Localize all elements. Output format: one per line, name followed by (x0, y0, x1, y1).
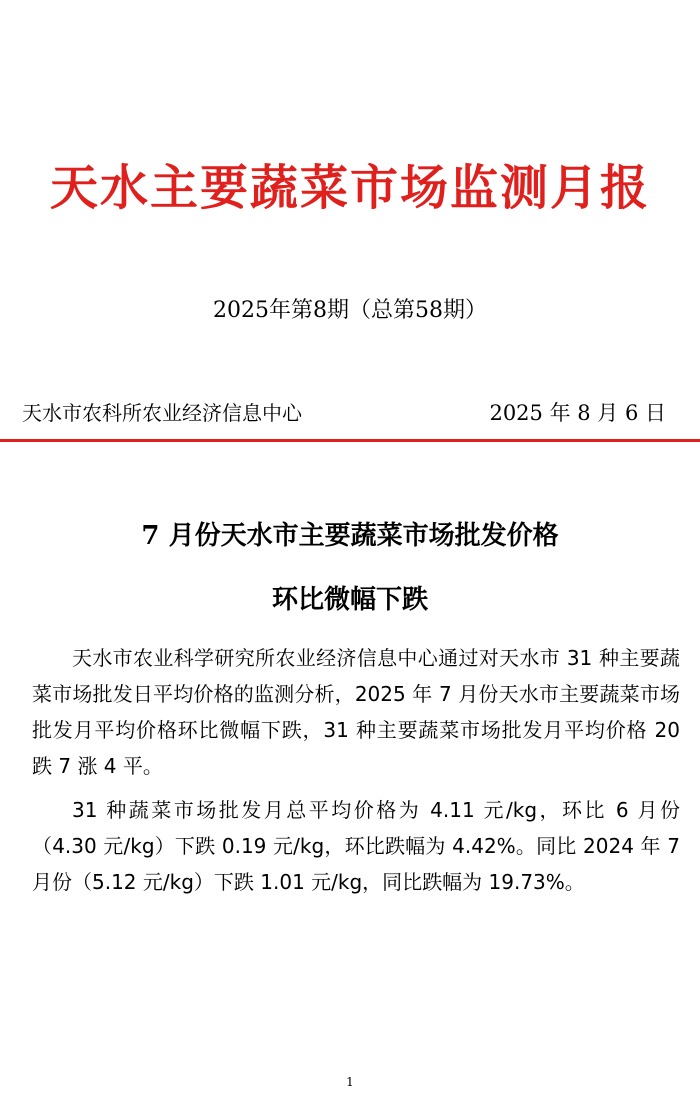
article-title (0, 504, 700, 632)
body-paragraph-2: 31 种蔬菜市场批发月总平均价格为 4.11 元/kg，环比 6 月份（4.30 元/kg）下跌 0.19 元/kg，环比跌幅为 4.42%。同比 2024 年 7 月份（5.12 元/kg）下跌 1.01 元/kg，同比跌幅为 19.73%。 (32, 798, 680, 894)
issuer-row (22, 396, 666, 430)
red-divider-line (0, 439, 700, 442)
issue-number: 2025年第8期（总第58期） (213, 298, 487, 323)
article-body (32, 640, 680, 908)
body-paragraph-1: 天水市农业科学研究所农业经济信息中心通过对天水市 31 种主要蔬菜市场批发日平均价格的监测分析，2025 年 7 月份天水市主要蔬菜市场批发月平均价格环比微幅下跌，31 种主要蔬菜市场批发月平均价格 20 跌 7 涨 4 平。 (32, 646, 680, 778)
article-title-line-2: 环比微幅下跌 (271, 585, 428, 615)
issuer-name: 天水市农科所农业经济信息中心 (22, 401, 302, 425)
article-title-line-1: 7 月份天水市主要蔬菜市场批发价格 (141, 521, 559, 551)
publish-date: 2025 年 8 月 6 日 (489, 401, 666, 425)
page-number: 1 (346, 1075, 354, 1089)
masthead-title: 天水主要蔬菜市场监测月报 (49, 160, 650, 216)
